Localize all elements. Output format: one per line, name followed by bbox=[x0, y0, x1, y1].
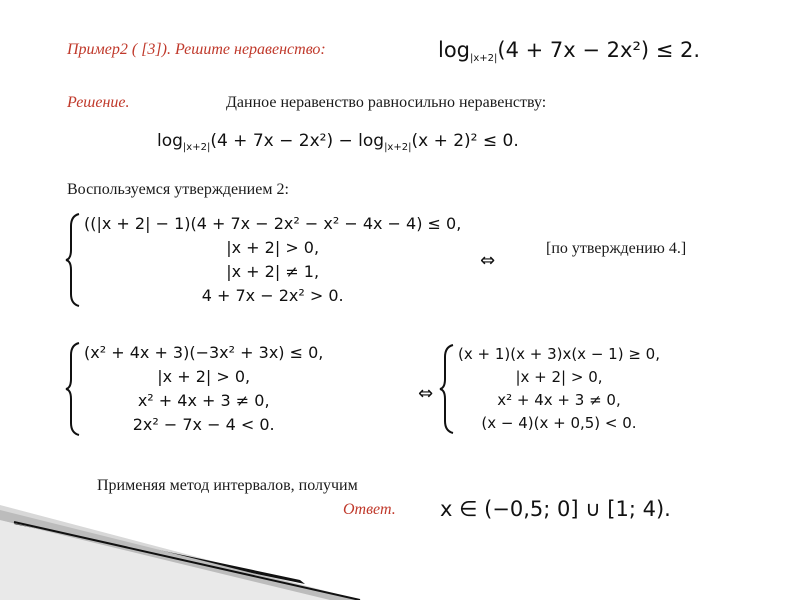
system3-row-4: (x − 4)(x + 0,5) < 0. bbox=[481, 414, 637, 432]
system1-row-2: |x + 2| > 0, bbox=[226, 238, 320, 257]
equivalent-part-1: (4 + 7x − 2x²) − bbox=[210, 131, 359, 151]
system-1 bbox=[64, 212, 461, 308]
interval-method-text: Применяя метод интервалов, получим bbox=[97, 477, 358, 494]
system2-row-2: |x + 2| > 0, bbox=[157, 367, 251, 386]
system2-row-3: x² + 4x + 3 ≠ 0, bbox=[137, 391, 270, 410]
left-brace-icon bbox=[64, 212, 82, 308]
system2-row-4: 2x² − 7x − 4 < 0. bbox=[132, 415, 275, 434]
system1-row-4: 4 + 7x − 2x² > 0. bbox=[201, 286, 344, 305]
left-brace-icon bbox=[438, 343, 456, 435]
system3-row-3: x² + 4x + 3 ≠ 0, bbox=[497, 391, 621, 409]
system-3 bbox=[438, 343, 660, 435]
log-word: log bbox=[438, 38, 471, 62]
log-base-1: |x+2| bbox=[182, 142, 211, 153]
system1-row-1: ((|x + 2| − 1)(4 + 7x − 2x² − x² − 4x − 4) ≤ 0, bbox=[84, 214, 462, 233]
log-base: |x+2| bbox=[470, 53, 498, 64]
answer-label: Ответ. bbox=[343, 501, 396, 518]
system-2 bbox=[64, 341, 323, 437]
inequality-body: (4 + 7x − 2x²) ≤ 2. bbox=[497, 38, 701, 62]
system2-row-1: (x² + 4x + 3)(−3x² + 3x) ≤ 0, bbox=[84, 343, 324, 362]
log-word-2: log bbox=[358, 131, 385, 151]
statement4-note: [по утверждению 4.] bbox=[546, 240, 687, 257]
system1-row-3: |x + 2| ≠ 1, bbox=[226, 262, 320, 281]
example-inequality bbox=[438, 38, 700, 64]
answer-value: x ∈ (−0,5; 0] ∪ [1; 4). bbox=[440, 497, 671, 521]
left-brace-icon bbox=[64, 341, 82, 437]
equivalent-inequality bbox=[157, 131, 519, 153]
example-title: Пример2 ( [3]). Решите неравенство: bbox=[67, 41, 326, 58]
log-base-2: |x+2| bbox=[384, 142, 412, 153]
equivalent-part-2: (x + 2)² ≤ 0. bbox=[411, 131, 519, 151]
system3-row-1: (x + 1)(x + 3)x(x − 1) ≥ 0, bbox=[458, 345, 660, 363]
log-word-1: log bbox=[157, 131, 183, 151]
system3-row-2: |x + 2| > 0, bbox=[515, 368, 603, 386]
solution-label: Решение. bbox=[67, 94, 130, 111]
equivalence-arrow-1: ⇔ bbox=[480, 250, 496, 271]
statement2-text: Воспользуемся утверждением 2: bbox=[67, 181, 289, 198]
solution-text: Данное неравенство равносильно неравенству: bbox=[226, 94, 547, 111]
equivalence-arrow-2: ⇔ bbox=[418, 383, 434, 404]
